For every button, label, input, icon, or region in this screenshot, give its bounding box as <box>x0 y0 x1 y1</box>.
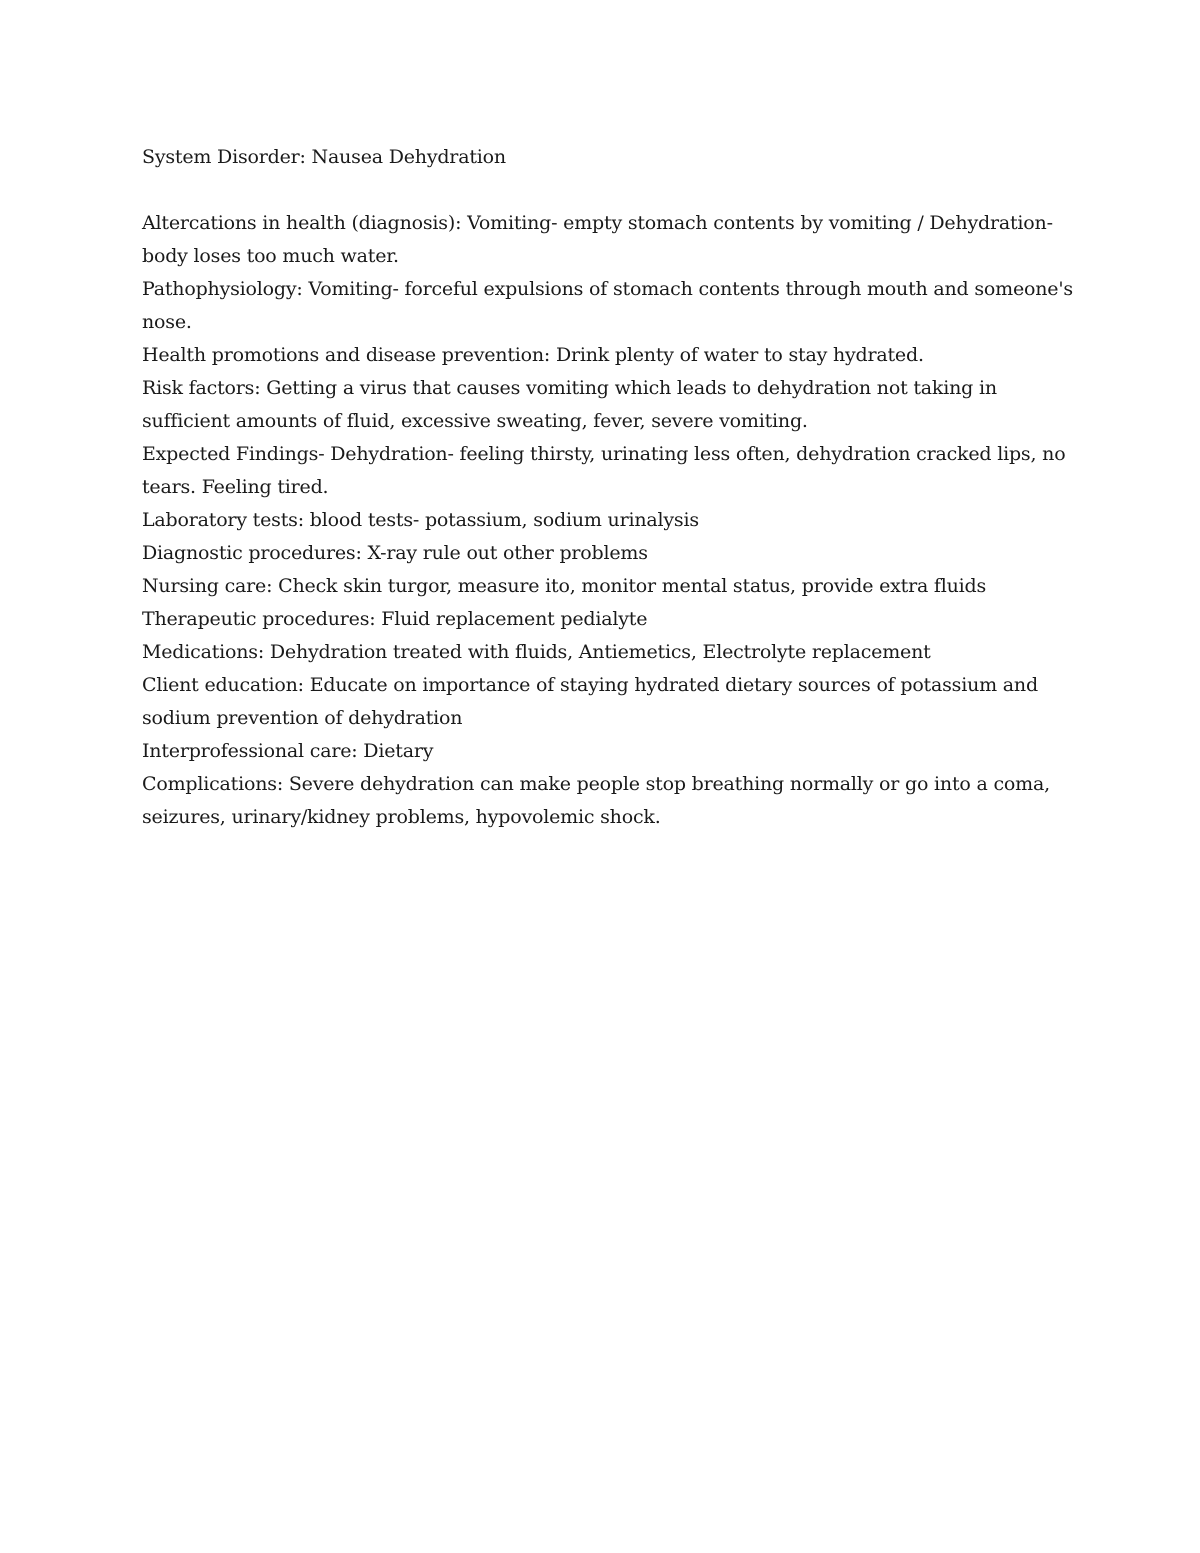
paragraph-therapeutic-procedures: Therapeutic procedures: Fluid replacement pedialyte <box>142 608 648 630</box>
paragraph-diagnosis: Altercations in health (diagnosis): Vomiting- empty stomach contents by vomiting / Dehydration- body loses too much water. <box>142 212 1053 267</box>
paragraph-interprofessional-care: Interprofessional care: Dietary <box>142 740 434 762</box>
paragraph-laboratory-tests: Laboratory tests: blood tests- potassium, sodium urinalysis <box>142 509 699 531</box>
document-body <box>142 141 1082 834</box>
paragraph-health-promotion: Health promotions and disease prevention: Drink plenty of water to stay hydrated. <box>142 344 924 366</box>
paragraph-expected-findings: Expected Findings- Dehydration- feeling thirsty, urinating less often, dehydration cracked lips, no tears. Feeling tired. <box>142 443 1066 498</box>
paragraph-risk-factors: Risk factors: Getting a virus that causes vomiting which leads to dehydration not taking in sufficient amounts of fluid, excessive sweating, fever, severe vomiting. <box>142 377 997 432</box>
paragraph-client-education: Client education: Educate on importance of staying hydrated dietary sources of potassium and sodium prevention of dehydration <box>142 674 1038 729</box>
document-title: System Disorder: Nausea Dehydration <box>142 146 506 168</box>
paragraph-medications: Medications: Dehydration treated with fluids, Antiemetics, Electrolyte replacement <box>142 641 931 663</box>
paragraph-pathophysiology: Pathophysiology: Vomiting- forceful expulsions of stomach contents through mouth and someone's nose. <box>142 278 1073 333</box>
paragraph-nursing-care: Nursing care: Check skin turgor, measure ito, monitor mental status, provide extra fluids <box>142 575 987 597</box>
paragraph-diagnostic-procedures: Diagnostic procedures: X-ray rule out other problems <box>142 542 648 564</box>
paragraph-complications: Complications: Severe dehydration can make people stop breathing normally or go into a coma, seizures, urinary/kidney problems, hypovolemic shock. <box>142 773 1050 828</box>
